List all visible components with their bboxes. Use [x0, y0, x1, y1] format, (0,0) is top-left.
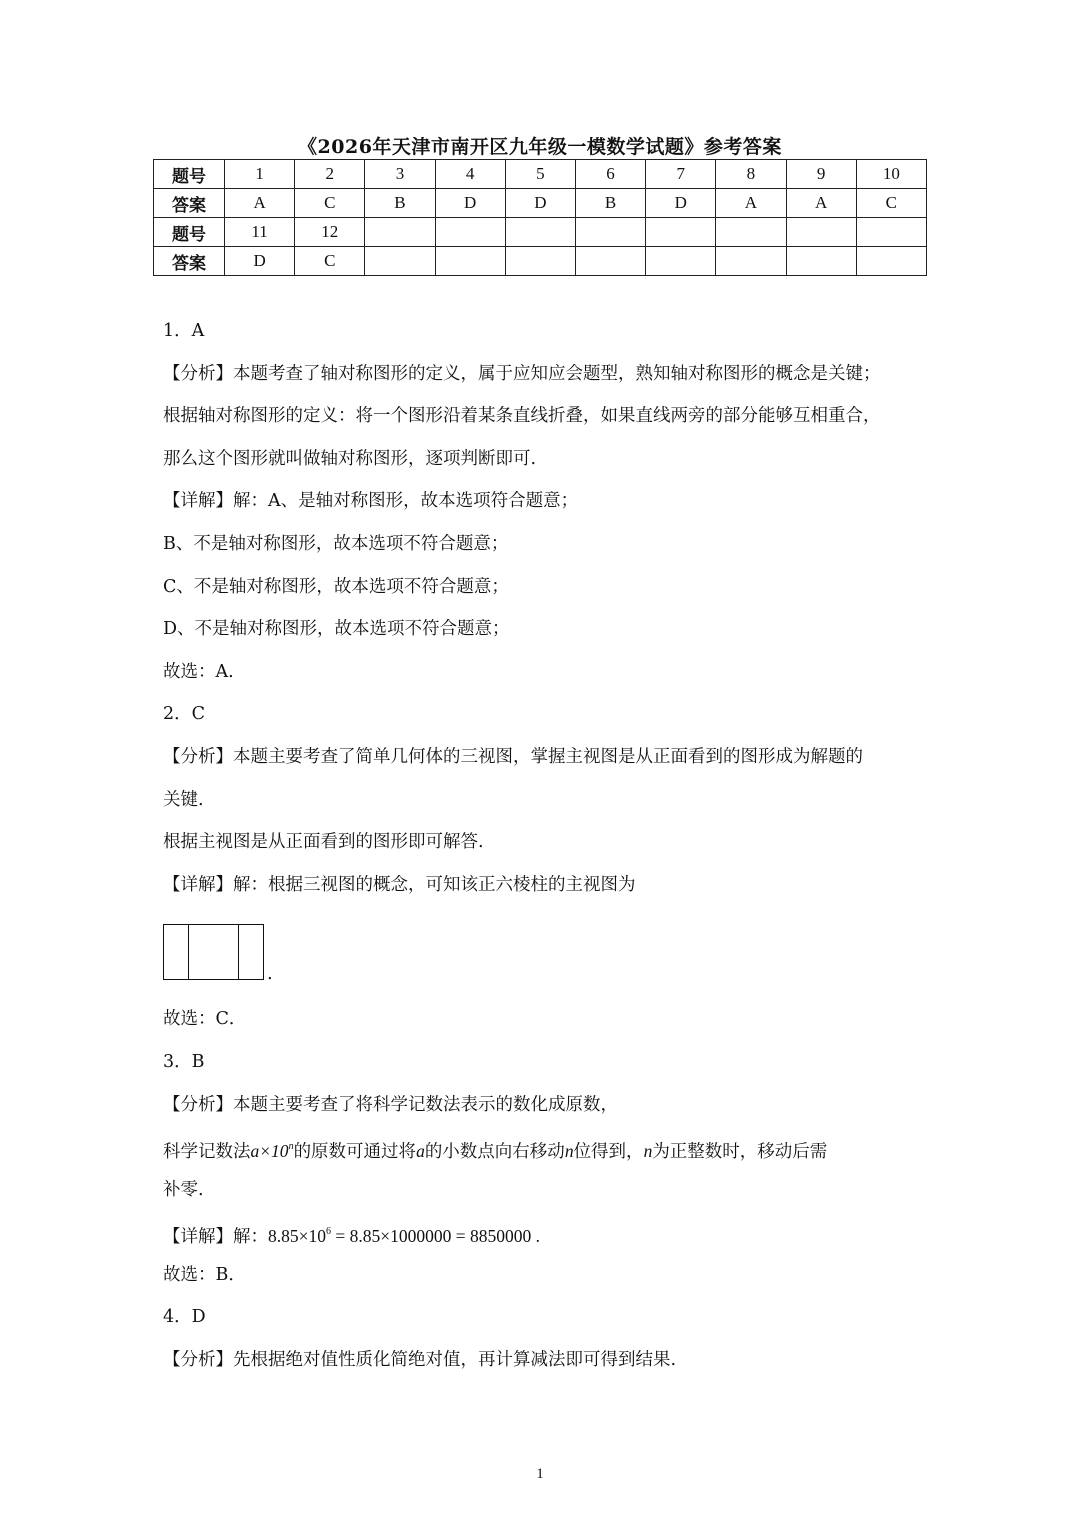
front-view-figure — [163, 906, 923, 998]
table-cell — [856, 218, 926, 247]
table-cell: A — [225, 189, 295, 218]
q2-analysis-1: 【分析】本题主要考查了简单几何体的三视图，掌握主视图是从正面看到的图形成为解题的 — [163, 746, 863, 767]
table-cell: 10 — [856, 160, 926, 189]
table-cell: A — [786, 189, 856, 218]
q1-analysis-2: 根据轴对称图形的定义：将一个图形沿着某条直线折叠，如果直线两旁的部分能够互相重合， — [163, 406, 881, 427]
table-cell: D — [435, 189, 505, 218]
table-row — [154, 247, 927, 276]
q1-detail-1: 【详解】解：A、是轴对称图形，故本选项符合题意； — [163, 491, 579, 512]
q3-analysis-3: 补零. — [163, 1179, 204, 1200]
table-cell: B — [365, 189, 435, 218]
q2-detail-1: 【详解】解：根据三视图的概念，可知该正六棱柱的主视图为 — [163, 874, 636, 895]
q1-detail-3: C、不是轴对称图形，故本选项不符合题意； — [163, 576, 509, 597]
table-row — [154, 160, 927, 189]
table-row — [154, 218, 927, 247]
table-cell — [435, 218, 505, 247]
q1-detail-4: D、不是轴对称图形，故本选项不符合题意； — [163, 619, 510, 640]
table-row — [154, 189, 927, 218]
table-cell — [575, 247, 645, 276]
figure-period: . — [267, 963, 273, 985]
q1-analysis-3: 那么这个图形就叫做轴对称图形，逐项判断即可. — [163, 448, 537, 469]
q2-choice: 故选：C． — [163, 1009, 247, 1030]
table-cell: C — [295, 247, 365, 276]
q1-heading: 1．A — [163, 321, 205, 341]
table-cell: 12 — [295, 218, 365, 247]
table-row-label: 题号 — [154, 160, 225, 189]
table-cell: 1 — [225, 160, 295, 189]
q3-choice: 故选：B． — [163, 1264, 246, 1285]
q4-heading: 4．D — [163, 1307, 206, 1328]
q3-analysis-1: 【分析】本题主要考查了将科学记数法表示的数化成原数， — [163, 1094, 618, 1115]
q3-detail: 【详解】解：$8.85\times 10^6 = 8.85\times 1000000 = 8850000$ . — [163, 1226, 540, 1248]
table-cell: 8 — [716, 160, 786, 189]
q2-heading: 2．C — [163, 704, 206, 725]
table-cell: C — [856, 189, 926, 218]
table-cell — [646, 218, 716, 247]
table-cell: 5 — [505, 160, 575, 189]
q3-heading: 3．B — [163, 1051, 205, 1072]
table-cell — [365, 247, 435, 276]
page-number: 1 — [536, 1466, 544, 1482]
table-cell — [716, 218, 786, 247]
table-cell — [505, 218, 575, 247]
q1-choice: 故选：A. — [163, 661, 234, 682]
answer-table — [153, 159, 927, 276]
table-row-label: 答案 — [154, 189, 225, 218]
table-cell: 9 — [786, 160, 856, 189]
table-cell — [575, 218, 645, 247]
table-row-label: 答案 — [154, 247, 225, 276]
table-cell — [856, 247, 926, 276]
table-cell — [435, 247, 505, 276]
table-cell: 4 — [435, 160, 505, 189]
q1-analysis-1: 【分析】本题考查了轴对称图形的定义，属于应知应会题型，熟知轴对称图形的概念是关键； — [163, 363, 881, 384]
front-view-edge-left — [188, 925, 189, 979]
table-cell: 3 — [365, 160, 435, 189]
table-cell — [365, 218, 435, 247]
q2-analysis-3: 根据主视图是从正面看到的图形即可解答. — [163, 832, 484, 853]
table-cell — [786, 218, 856, 247]
q4-analysis-1: 【分析】先根据绝对值性质化简绝对值，再计算减法即可得到结果. — [163, 1350, 677, 1371]
table-cell — [505, 247, 575, 276]
table-cell: A — [716, 189, 786, 218]
table-cell: D — [505, 189, 575, 218]
table-cell: 6 — [575, 160, 645, 189]
table-cell: C — [295, 189, 365, 218]
table-cell: D — [225, 247, 295, 276]
table-cell — [716, 247, 786, 276]
front-view-edge-right — [238, 925, 239, 979]
q2-analysis-2: 关键. — [163, 789, 204, 810]
q3-analysis-2: 科学记数法$a\times 10^n$的原数可通过将a的小数点向右移动n位得到，n为正整数时，移动后需 — [163, 1141, 828, 1163]
table-cell — [646, 247, 716, 276]
solution-body — [163, 310, 923, 1382]
document-title: 《2026年天津市南开区九年级一模数学试题》参考答案 — [298, 136, 782, 158]
front-view-rectangle — [163, 924, 264, 980]
q1-detail-2: B、不是轴对称图形，故本选项不符合题意； — [163, 533, 509, 554]
table-cell: 11 — [225, 218, 295, 247]
table-cell: 7 — [646, 160, 716, 189]
table-cell — [786, 247, 856, 276]
table-row-label: 题号 — [154, 218, 225, 247]
table-cell: B — [575, 189, 645, 218]
table-cell: D — [646, 189, 716, 218]
table-cell: 2 — [295, 160, 365, 189]
